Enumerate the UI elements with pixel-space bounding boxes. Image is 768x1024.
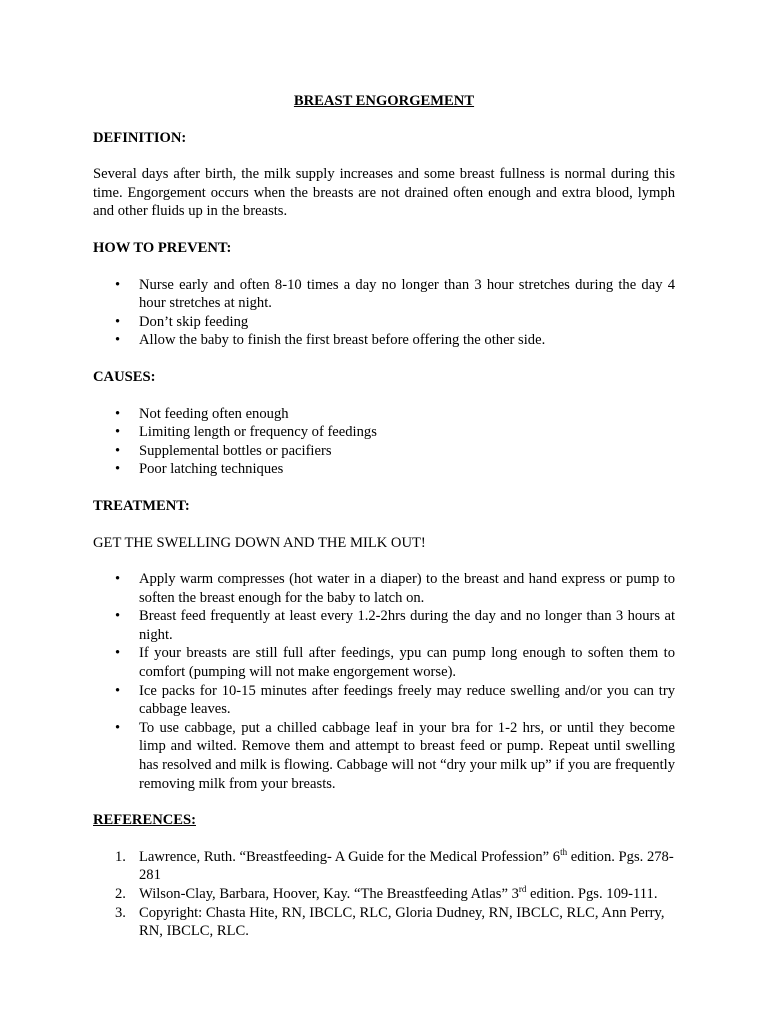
prevent-list [93,276,675,350]
causes-list [93,405,675,479]
bullet-icon: • [115,608,121,625]
bullet-icon: • [115,571,121,588]
reference-item [93,848,675,885]
list-item [93,313,675,332]
list-item [93,644,675,681]
bullet-icon: • [115,276,121,293]
prevent-heading: HOW TO PREVENT: [93,239,232,256]
list-item-text: Poor latching techniques [139,461,284,478]
reference-text: Copyright: Chasta Hite, RN, IBCLC, RLC, Gloria Dudney, RN, IBCLC, RLC, Ann Perry, RN, IBCLC, RLC. [139,904,665,940]
list-item [93,682,675,719]
list-item [93,423,675,442]
reference-text: Lawrence, Ruth. “Breastfeeding- A Guide for the Medical Profession” 6 [139,848,561,865]
bullet-icon: • [115,313,121,330]
list-item-text: Breast feed frequently at least every 1.2-2hrs during the day and no longer than 3 hours at night. [139,608,675,643]
bullet-icon: • [115,461,121,478]
list-item-text: Limiting length or frequency of feedings [139,424,377,441]
list-item [93,276,675,313]
reference-number: 1. [115,848,126,865]
reference-text-cont: edition. Pgs. 109-111. [526,886,658,902]
document-page [93,92,675,941]
reference-number: 3. [115,904,126,921]
list-item-text: Ice packs for 10-15 minutes after feedings freely may reduce swelling and/or you can try cabbage leaves. [139,682,675,718]
list-item-text: Nurse early and often 8-10 times a day no longer than 3 hour stretches during the day 4 hour stretches at night. [139,276,675,312]
list-item-text: Allow the baby to finish the first breast before offering the other side. [139,332,546,349]
definition-heading: DEFINITION: [93,129,187,146]
bullet-icon: • [115,332,121,349]
list-item-text: Apply warm compresses (hot water in a diaper) to the breast and hand express or pump to soften the breast enough for the baby to latch on. [139,571,675,606]
list-item [93,570,675,607]
bullet-icon: • [115,405,121,422]
causes-heading: CAUSES: [93,368,156,385]
list-item-text: If your breasts are still full after feedings, ypu can pump long enough to soften them to comfort (pumping will not make engorgement worse). [139,645,675,681]
references-list [93,848,675,941]
reference-item [93,885,675,904]
list-item [93,405,675,424]
document-title: BREAST ENGORGEMENT [293,93,475,109]
reference-number: 2. [115,886,126,902]
list-item-text: To use cabbage, put a chilled cabbage leaf in your bra for 1-2 hrs, or until they become limp and wilted. Remove them and attempt to breast feed or pump. Repeat until swelling has resolved and milk is flowing. Cabbage will not “dry your milk up” if you are frequently removing milk from your breasts. [139,719,675,792]
definition-text: Several days after birth, the milk supply increases and some breast fullness is normal during this time. Engorgement occurs when the breasts are not drained often enough and extra blood, lymph and other fluids up in the breasts. [93,166,675,220]
treatment-list [93,570,675,793]
bullet-icon: • [115,682,121,699]
reference-superscript: rd [518,884,527,895]
bullet-icon: • [115,424,121,441]
bullet-icon: • [115,645,121,662]
bullet-icon: • [115,719,121,736]
bullet-icon: • [115,442,121,459]
reference-text: Wilson-Clay, Barbara, Hoover, Kay. “The Breastfeeding Atlas” 3 [139,886,519,902]
reference-superscript: th [560,846,568,857]
list-item-text: Not feeding often enough [139,405,289,422]
treatment-heading: TREATMENT: [93,497,190,514]
list-item [93,719,675,793]
list-item [93,442,675,461]
references-heading: REFERENCES: [93,812,196,829]
reference-text-cont: edition. Pgs. 278-281 [139,848,674,884]
list-item-text: Don’t skip feeding [139,313,249,330]
list-item [93,607,675,644]
list-item-text: Supplemental bottles or pacifiers [139,442,332,459]
reference-item [93,904,675,941]
list-item [93,331,675,350]
treatment-intro: GET THE SWELLING DOWN AND THE MILK OUT! [93,534,426,551]
list-item [93,460,675,479]
